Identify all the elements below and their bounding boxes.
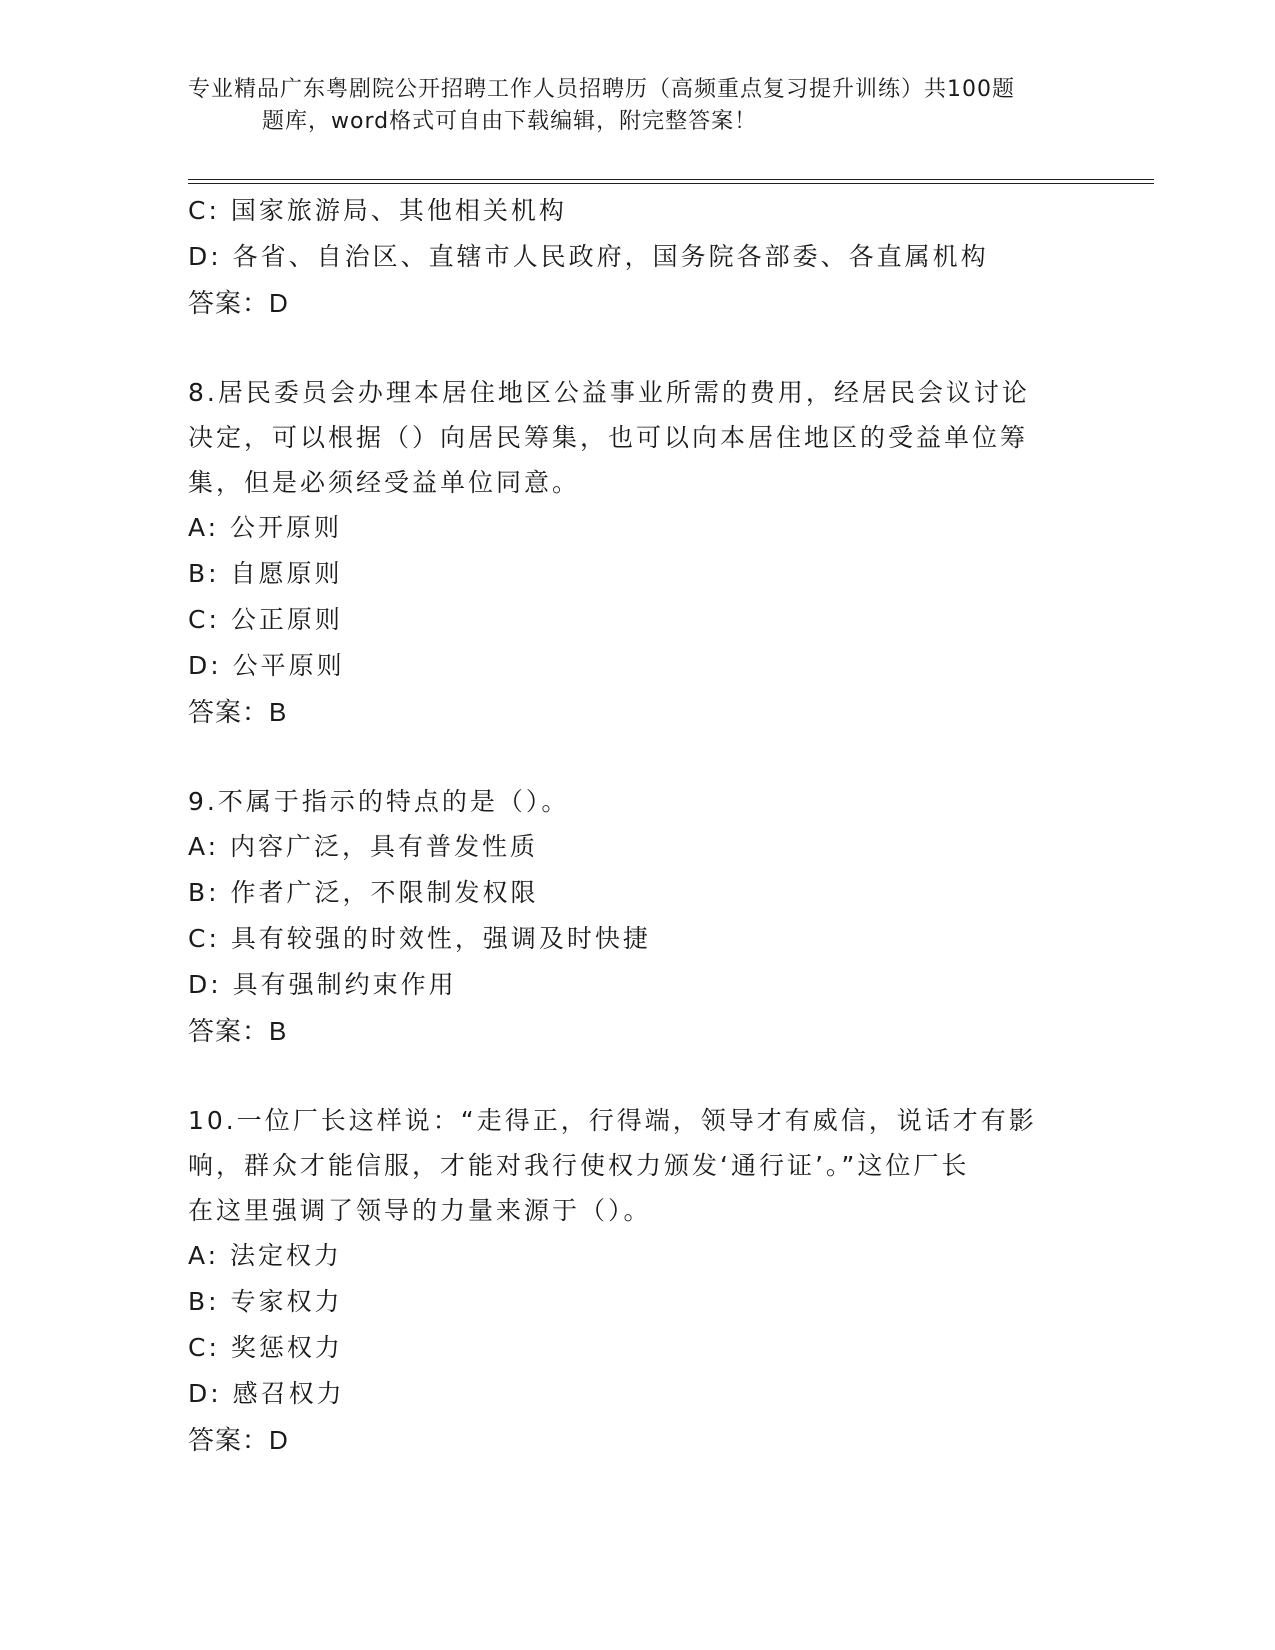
- question-9-option-d: D: 具有强制约束作用: [188, 970, 457, 999]
- question-7-option-c: C: 国家旅游局、其他相关机构: [188, 196, 567, 225]
- header-title-line-1: 专业精品广东粤剧院公开招聘工作人员招聘历（高频重点复习提升训练）共100题: [188, 77, 1015, 102]
- question-8-answer: 答案：B: [188, 697, 288, 727]
- question-7-answer: 答案：D: [188, 288, 289, 318]
- question-8-stem-line-2: 决定，可以根据（）向居民筹集，也可以向本居住地区的受益单位筹: [188, 423, 1029, 452]
- question-10-option-b: B: 专家权力: [188, 1287, 343, 1316]
- question-10-stem-line-1: 10.一位厂长这样说：“走得正，行得端，领导才有威信，说话才有影: [188, 1106, 1037, 1135]
- question-9-block: [188, 779, 1088, 1054]
- question-9-option-a: A: 内容广泛，具有普发性质: [188, 832, 539, 861]
- question-10-stem-line-2: 响，群众才能信服，才能对我行使权力颁发‘通行证’。”这位厂长: [188, 1151, 970, 1180]
- question-9-option-b: B: 作者广泛，不限制发权限: [188, 878, 539, 907]
- question-8-option-d: D: 公平原则: [188, 651, 345, 680]
- question-9-stem-line-1: 9.不属于指示的特点的是（）。: [188, 787, 570, 816]
- question-10-block: [188, 1098, 1088, 1463]
- question-9-answer: 答案：B: [188, 1016, 288, 1046]
- header-divider-top: [188, 179, 1154, 180]
- question-10-option-a: A: 法定权力: [188, 1241, 343, 1270]
- header-title-line-2: 题库，word格式可自由下载编辑，附完整答案！: [262, 109, 758, 134]
- question-10-option-d: D: 感召权力: [188, 1379, 345, 1408]
- document-header: [188, 74, 1088, 138]
- question-8-stem-line-1: 8.居民委员会办理本居住地区公益事业所需的费用，经居民会议讨论: [188, 378, 1030, 407]
- question-8-option-c: C: 公正原则: [188, 605, 343, 634]
- question-7-block: [188, 188, 1088, 326]
- question-10-option-c: C: 奖惩权力: [188, 1333, 343, 1362]
- question-8-block: [188, 370, 1088, 735]
- question-8-option-a: A: 公开原则: [188, 513, 343, 542]
- question-8-option-b: B: 自愿原则: [188, 559, 343, 588]
- header-divider-bottom: [188, 183, 1154, 184]
- question-8-stem-line-3: 集，但是必须经受益单位同意。: [188, 468, 581, 497]
- question-10-stem-line-3: 在这里强调了领导的力量来源于（）。: [188, 1196, 652, 1225]
- question-7-option-d: D: 各省、自治区、直辖市人民政府，国务院各部委、各直属机构: [188, 242, 989, 271]
- document-body: [188, 188, 1088, 1463]
- question-10-answer: 答案：D: [188, 1425, 289, 1455]
- question-9-option-c: C: 具有较强的时效性，强调及时快捷: [188, 924, 651, 953]
